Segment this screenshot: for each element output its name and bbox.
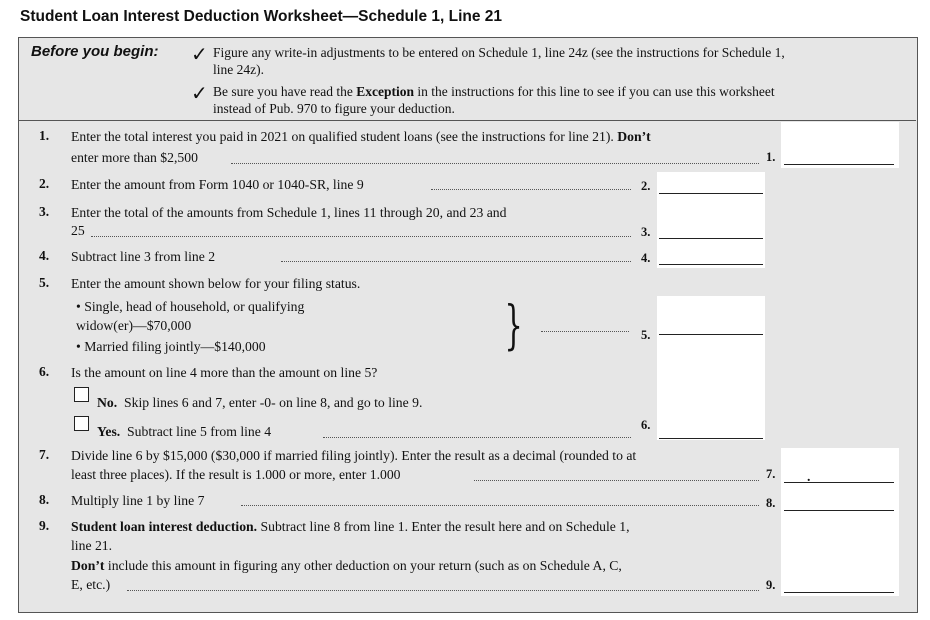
line-1-number: 1. [39, 128, 50, 143]
line-5-bullet-1-text-a: Single, head of household, or qualifying [84, 299, 305, 314]
before-item-1 [213, 44, 913, 78]
line-5-bullet-2 [76, 338, 266, 355]
right-brace-icon: } [504, 296, 523, 356]
line-5-6-answer-box[interactable] [657, 296, 765, 440]
line-6-entry[interactable] [659, 438, 763, 439]
line-9-dont: Don’t [71, 558, 105, 573]
line-3-text-a: Enter the total of the amounts from Schedule 1, lines 11 through 20, and 23 and [71, 205, 507, 220]
line-8-text: Multiply line 1 by line 7 [71, 493, 205, 508]
before-item-2-pre: Be sure you have read the [213, 84, 357, 99]
line-1-answer-box[interactable] [781, 122, 899, 168]
line-2-leader [431, 188, 631, 190]
line-9-text-d: E, etc.) [71, 577, 111, 592]
line-5-bullet-2-text: Married filing jointly—$140,000 [84, 339, 266, 354]
line-7-ref: 7. [766, 467, 776, 481]
line-2-ref: 2. [641, 179, 651, 193]
line-7-text-b: least three places). If the result is 1.000 or more, enter 1.000 [71, 467, 401, 482]
line-9-entry[interactable] [784, 592, 894, 593]
worksheet-title: Student Loan Interest Deduction Worksheet—Schedule 1, Line 21 [20, 8, 503, 25]
line-4-leader [281, 260, 631, 262]
line-8-leader [241, 504, 759, 506]
line-6-no-label: No. [97, 395, 118, 410]
line-6-yes [97, 423, 271, 440]
line-6-number: 6. [39, 364, 50, 379]
line-9-text-a [71, 518, 630, 535]
line-2-entry[interactable] [659, 193, 763, 194]
before-item-1-line-a: Figure any write-in adjustments to be entered on Schedule 1, line 24z (see the instructions for Schedule 1, [213, 45, 785, 60]
line-4-entry[interactable] [659, 264, 763, 265]
line-8-ref: 8. [766, 496, 776, 510]
line-1-entry[interactable] [784, 164, 894, 165]
line-1-leader [231, 162, 759, 164]
bullet-icon: • [76, 339, 81, 354]
line-2-number: 2. [39, 176, 50, 191]
line-7-number: 7. [39, 447, 50, 462]
line-6-yes-text: Subtract line 5 from line 4 [127, 424, 272, 439]
line-3-entry[interactable] [659, 238, 763, 239]
line-7-text-a: Divide line 6 by $15,000 ($30,000 if married filing jointly). Enter the result as a decimal (rounded to at [71, 448, 637, 463]
line-5-ref: 5. [641, 328, 651, 342]
line-5-entry[interactable] [659, 334, 763, 335]
line-6-yes-checkbox[interactable] [74, 416, 89, 431]
line-4-ref: 4. [641, 251, 651, 265]
exception-bold-text: Exception [356, 84, 414, 99]
line-8-entry[interactable] [784, 510, 894, 511]
line-3-number: 3. [39, 204, 50, 219]
line-4-number: 4. [39, 248, 50, 263]
line-2-4-answer-box[interactable] [657, 172, 765, 268]
line-6-no-text: Skip lines 6 and 7, enter -0- on line 8, and go to line 9. [124, 395, 423, 410]
line-3-ref: 3. [641, 225, 651, 239]
line-1-text-b: enter more than $2,500 [71, 150, 198, 165]
before-item-2-line-a [213, 83, 913, 100]
line-6-no-checkbox[interactable] [74, 387, 89, 402]
line-1-ref: 1. [766, 150, 776, 164]
before-item-2-line-b: instead of Pub. 970 to figure your deduction. [213, 101, 455, 116]
line-5-number: 5. [39, 275, 50, 290]
line-1-text-a: Enter the total interest you paid in 2021 on qualified student loans (see the instructions for line 21). [71, 129, 618, 144]
line-5-bullet-1-text-b: widow(er)—$70,000 [76, 318, 192, 333]
line-3-text-b: 25 [71, 223, 85, 238]
line-9-ref: 9. [766, 578, 776, 592]
before-item-2-post: in the instructions for this line to see if you can use this worksheet [413, 84, 775, 99]
line-7-leader [474, 479, 759, 481]
before-item-2 [213, 83, 913, 117]
line-3-leader [91, 235, 631, 237]
line-2-text: Enter the amount from Form 1040 or 1040-SR, line 9 [71, 177, 364, 192]
line-9-text-b: line 21. [71, 538, 113, 553]
worksheet [18, 37, 918, 613]
line-9-number: 9. [39, 518, 50, 533]
bullet-icon: • [76, 299, 81, 314]
line-9-heading: Student loan interest deduction. [71, 519, 258, 534]
line-9-text-c [71, 557, 622, 574]
line-6-leader [323, 436, 631, 438]
line-4-text: Subtract line 3 from line 2 [71, 249, 216, 264]
line-6-text: Is the amount on line 4 more than the amount on line 5? [71, 365, 378, 380]
before-item-1-line-b: line 24z). [213, 62, 264, 77]
before-you-begin-section [19, 38, 916, 121]
before-you-begin-label: Before you begin: [31, 43, 159, 60]
checkmark-icon: ✓ [191, 81, 208, 105]
line-5-leader [541, 330, 629, 332]
line-8-number: 8. [39, 492, 50, 507]
line-9-text-a-rest: Subtract line 8 from line 1. Enter the result here and on Schedule 1, [257, 519, 630, 534]
line-5-text: Enter the amount shown below for your filing status. [71, 276, 361, 291]
line-9-answer-box[interactable] [781, 516, 899, 596]
line-7-entry[interactable] [784, 482, 894, 483]
line-1-dont: Don’t [617, 129, 651, 144]
line-1-text [71, 128, 651, 145]
line-6-ref: 6. [641, 418, 651, 432]
line-5-bullet-1 [76, 298, 304, 315]
line-6-yes-label: Yes. [97, 424, 121, 439]
checkmark-icon: ✓ [191, 42, 208, 66]
line-9-text-c-rest: include this amount in figuring any other deduction on your return (such as on Schedule A, C, [104, 558, 622, 573]
line-6-no [97, 394, 422, 411]
line-9-leader [127, 589, 759, 591]
line-7-decimal-point: . [807, 469, 811, 484]
